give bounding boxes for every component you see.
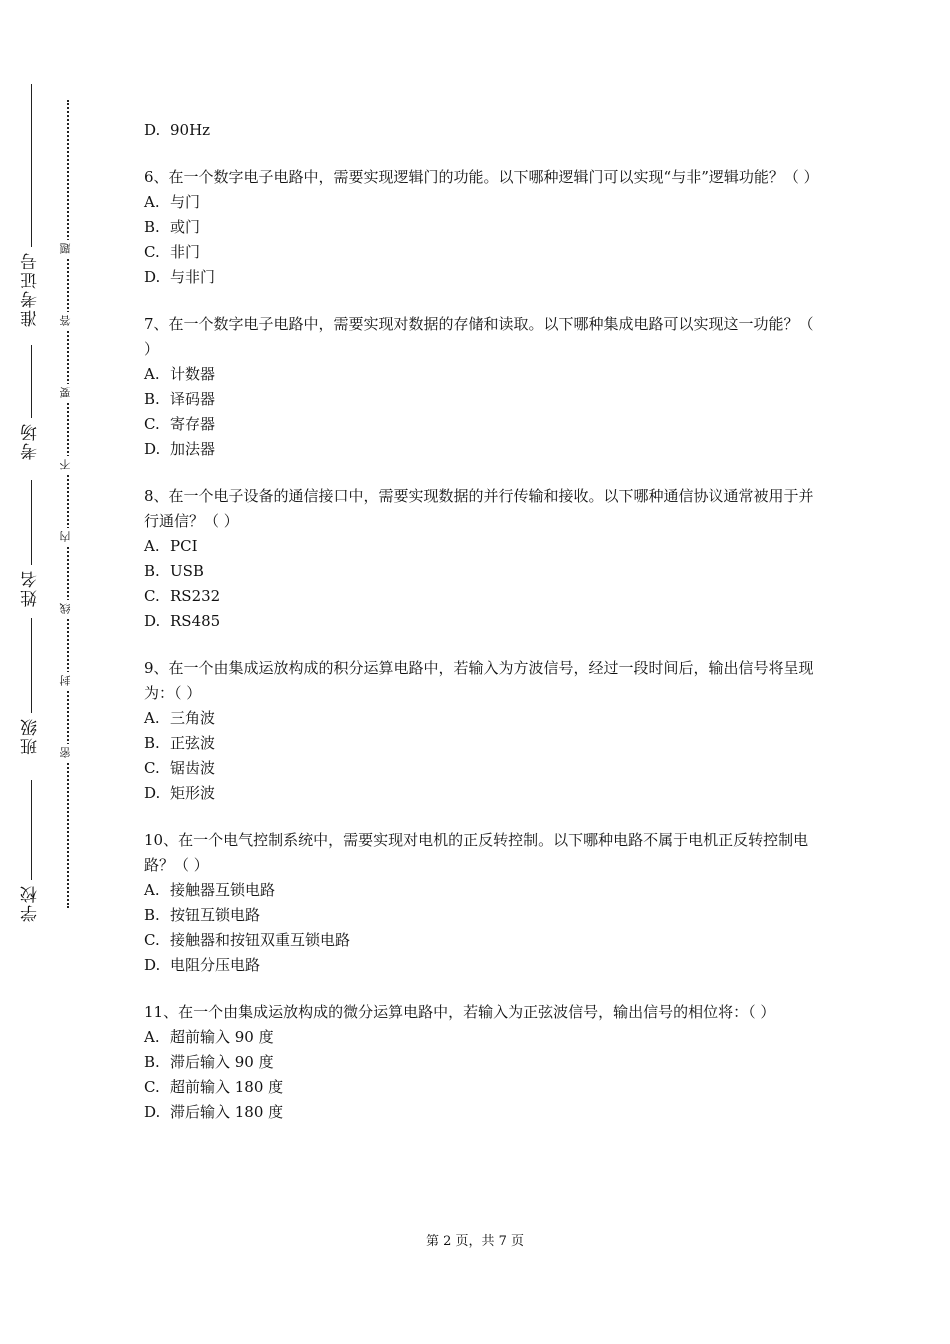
question-stem: 9、在一个由集成运放构成的积分运算电路中，若输入为方波信号，经过一段时间后，输出信号将呈现为：（ ） [144,659,814,702]
seal-char: 密 [59,744,77,761]
option-d [144,1100,814,1125]
option-text: 或门 [170,218,201,236]
option-letter: C. [144,931,160,949]
option-text: 电阻分压电路 [170,956,261,974]
option-letter: C. [144,243,160,261]
option-text: 三角波 [170,709,216,727]
margin-field-school [18,780,44,926]
seal-char: 答 [59,312,77,329]
option-a [144,190,814,215]
margin-field-exam-room [18,345,44,464]
margin-field-exam-number [18,84,44,331]
option-letter: B. [144,906,160,924]
option-letter: A. [144,365,160,383]
question-7 [144,312,814,462]
option-a [144,706,814,731]
option-b [144,387,814,412]
question-list [144,118,819,1147]
seal-char: 封 [59,672,77,689]
option-letter: A. [144,709,160,727]
seal-dotted-line [67,100,69,908]
option-text: 接触器互锁电路 [170,881,276,899]
seal-char: 要 [59,384,77,401]
option-c [144,928,814,953]
option-letter: B. [144,218,160,236]
option-b [144,559,814,584]
question-stem: 11、在一个由集成运放构成的微分运算电路中，若输入为正弦波信号，输出信号的相位将：（ ） [144,1003,776,1021]
option-a [144,362,814,387]
option-d [144,265,814,290]
seal-char: 不 [59,456,77,473]
option-text: PCI [170,537,198,555]
margin-field-class [18,618,44,759]
option-text: 译码器 [170,390,216,408]
option-b [144,215,814,240]
margin-rule [31,780,32,880]
option-letter: B. [144,1053,160,1071]
option-text: 超前输入 180 度 [170,1078,284,1096]
page-number-footer: 第 2 页，共 7 页 [425,1234,525,1249]
option-b [144,903,814,928]
option-letter: B. [144,734,160,752]
question-8 [144,484,814,634]
seal-char: 线 [59,600,77,617]
option-c [144,412,814,437]
question-stem: 8、在一个电子设备的通信接口中，需要实现数据的并行传输和接收。以下哪种通信协议通常被用于并行通信？（ ） [144,487,814,530]
option-text: 按钮互锁电路 [170,906,261,924]
option-letter: D. [144,440,161,458]
option-text: 超前输入 90 度 [170,1028,274,1046]
question-6 [144,165,819,290]
option-letter: C. [144,587,160,605]
option-text: 非门 [170,243,201,261]
option-letter: D. [144,121,161,139]
option-c [144,756,814,781]
question-stem: 10、在一个电气控制系统中，需要实现对电机的正反转控制。以下哪种电路不属于电机正反转控制电路？（ ） [144,831,809,874]
margin-rule [31,345,32,418]
seal-char: 题 [59,240,77,257]
margin-label-exam-room: 考场 [21,422,41,460]
option-c [144,240,814,265]
margin-rule [31,480,32,565]
option-c [144,584,814,609]
option-letter: C. [144,759,160,777]
option-text: 加法器 [170,440,216,458]
option-letter: D. [144,956,161,974]
question-9 [144,656,814,806]
option-c [144,1075,814,1100]
question-stem: 7、在一个数字电子电路中，需要实现对数据的存储和读取。以下哪种集成电路可以实现这一功能？（ ） [144,315,814,358]
option-text: 矩形波 [170,784,216,802]
option-letter: D. [144,612,161,630]
option-d [144,118,814,143]
option-letter: A. [144,881,160,899]
question-11 [144,1000,814,1125]
option-text: 滞后输入 90 度 [170,1053,274,1071]
question-stem: 6、在一个数字电子电路中，需要实现逻辑门的功能。以下哪种逻辑门可以实现“与非”逻辑功能？（ ） [144,168,819,186]
option-text: 接触器和按钮双重互锁电路 [170,931,351,949]
option-letter: A. [144,193,160,211]
margin-label-exam-number: 准考证号 [21,251,41,327]
option-text: 计数器 [170,365,216,383]
option-text: RS232 [170,587,221,605]
option-d [144,953,814,978]
option-text: 正弦波 [170,734,216,752]
option-letter: D. [144,268,161,286]
option-letter: B. [144,562,160,580]
option-text: 90Hz [170,121,211,139]
option-text: 滞后输入 180 度 [170,1103,284,1121]
option-letter: C. [144,415,160,433]
margin-label-name: 姓名 [21,569,41,607]
option-a [144,878,814,903]
option-text: 与门 [170,193,201,211]
option-text: 锯齿波 [170,759,216,777]
margin-field-name [18,480,44,611]
option-a [144,1025,814,1050]
option-a [144,534,814,559]
option-letter: C. [144,1078,160,1096]
option-letter: A. [144,1028,160,1046]
option-text: 与非门 [170,268,216,286]
question-10 [144,828,814,978]
option-letter: D. [144,784,161,802]
option-letter: A. [144,537,160,555]
option-b [144,1050,814,1075]
margin-label-school: 学校 [21,884,41,922]
option-b [144,731,814,756]
option-text: USB [170,562,204,580]
option-text: 寄存器 [170,415,216,433]
margin-label-class: 班级 [21,717,41,755]
margin-rule [31,84,32,247]
question-5-tail [144,118,814,143]
margin-rule [31,618,32,713]
option-d [144,437,814,462]
option-letter: D. [144,1103,161,1121]
option-d [144,781,814,806]
option-text: RS485 [170,612,221,630]
seal-char: 内 [59,528,77,545]
option-d [144,609,814,634]
option-letter: B. [144,390,160,408]
